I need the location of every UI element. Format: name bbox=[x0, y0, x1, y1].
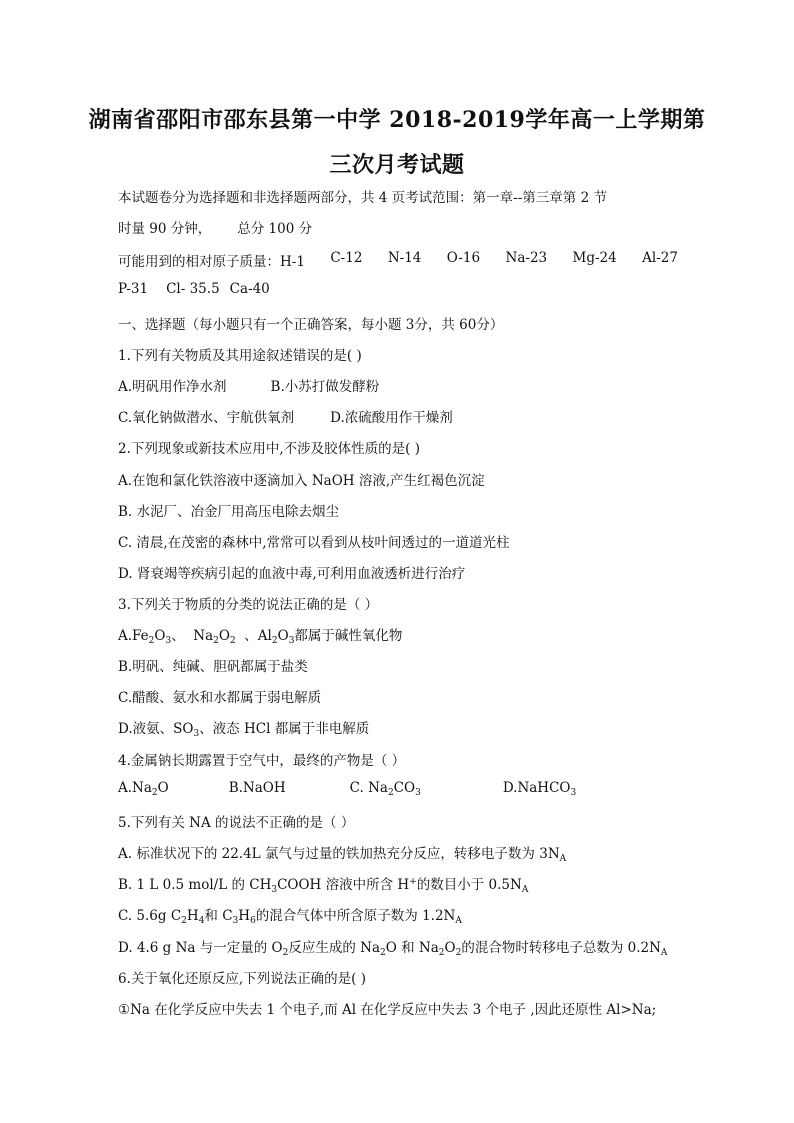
atomic-label: 可能用到的相对原子质量： bbox=[118, 254, 280, 270]
text: 的混合物时转移电子总数为 0.2N bbox=[461, 940, 661, 956]
option-a: A.明矾用作净水剂 bbox=[118, 379, 227, 395]
question-3-option-b: B.明矾、纯碱、胆矾都属于盐类 bbox=[118, 659, 308, 675]
text: D. 4.6 g Na 与一定量的 O bbox=[118, 940, 283, 956]
question-2-option-b: B. 水泥厂、冶金厂用高压电除去烟尘 bbox=[118, 504, 340, 520]
question-4-stem: 4.金属钠长期露置于空气中，最终的产物是（ ） bbox=[118, 753, 406, 769]
intro-time: 时量 90 分钟， bbox=[118, 221, 212, 237]
text: D.液氨、SO bbox=[118, 721, 194, 737]
text: A.Fe bbox=[118, 628, 149, 644]
option-c: C. $Na_2CO_3$ bbox=[349, 780, 421, 798]
question-5-option-a: A. 标准状况下的 22.4L 氯气与过量的铁加热充分反应，转移电子数为 $3N_A$ bbox=[118, 846, 567, 864]
question-5-option-b: B. 1 L 0.5 mol/L 的 $CH_3COOH$ 溶液中所含 H+的数目小于 $0.5N_A$ bbox=[118, 877, 529, 895]
question-1-stem: 1.下列有关物质及其用途叙述错误的是( ) bbox=[118, 348, 362, 364]
intro-time-total bbox=[118, 217, 312, 237]
question-5-stem: 5.下列有关 NA 的说法不正确的是（ ） bbox=[118, 815, 355, 831]
question-2-option-a: A.在饱和氯化铁溶液中逐滴加入 NaOH 溶液,产生红褐色沉淀 bbox=[118, 473, 485, 489]
option-a: $A.Na_2O$ bbox=[118, 780, 169, 798]
atomic-mass: Mg-24 bbox=[572, 250, 617, 266]
text: D.NaHCO bbox=[502, 780, 571, 796]
question-5-option-d: D. 4.6 g Na 与一定量的 $O_2$反应生成的 $Na_2O$ 和 $Na_2O_2$的混合物时转移电子总数为 $0.2N_A$ bbox=[118, 940, 668, 958]
atomic-masses-row2 bbox=[118, 281, 270, 297]
text: 的混合气体中所含原子数为 1.2N bbox=[255, 908, 456, 924]
document-title-line1: 湖南省邵阳市邵东县第一中学 2018-2019学年高一上学期第 bbox=[88, 107, 706, 133]
question-3-option-c: C.醋酸、氨水和水都属于弱电解质 bbox=[118, 690, 322, 706]
atomic-mass: Cl- 35.5 bbox=[166, 281, 220, 297]
atomic-mass: Ca-40 bbox=[229, 281, 270, 297]
question-3-stem: 3.下列关于物质的分类的说法正确的是（ ） bbox=[118, 597, 379, 613]
question-2-option-d: D. 肾衰竭等疾病引起的血液中毒,可利用血液透析进行治疗 bbox=[118, 566, 466, 582]
question-6-stem: 6.关于氧化还原反应,下列说法正确的是( ) bbox=[118, 971, 366, 987]
text: 、液态 HCl 都属于非电解质 bbox=[199, 721, 370, 737]
option-d: D.NaHCO$_3$ bbox=[502, 780, 577, 798]
text: B. 1 L 0.5 mol/L 的 CH bbox=[118, 877, 272, 893]
question-1-options-ab bbox=[118, 375, 379, 395]
question-1-options-cd bbox=[118, 406, 453, 426]
text: A.Na bbox=[118, 780, 152, 796]
text: A. 标准状况下的 22.4L 氯气与过量的铁加热充分反应，转移电子数为 3N bbox=[118, 846, 560, 862]
atomic-mass: P-31 bbox=[118, 281, 149, 297]
intro-total: 总分 100 分 bbox=[237, 221, 313, 237]
text: 反应生成的 Na bbox=[288, 940, 381, 956]
question-2-stem: 2.下列现象或新技术应用中,不涉及胶体性质的是( ) bbox=[118, 441, 420, 457]
atomic-mass: H-1 bbox=[280, 254, 305, 270]
option-b: B.NaOH bbox=[228, 780, 286, 796]
question-5-option-c: C. 5.6g $C_2H_4$和 $C_3H_6$的混合气体中所含原子数为 $1.2N_A$ bbox=[118, 908, 462, 926]
question-3-option-d: D.液氨、$SO_3$、液态 HCl 都属于非电解质 bbox=[118, 721, 370, 739]
question-3-option-a: $A.Fe_2O_3$、 $Na_2O_2$ 、$Al_2O_3$都属于碱性氧化物 bbox=[118, 628, 403, 646]
option-d: D.浓硫酸用作干燥剂 bbox=[330, 410, 453, 426]
atomic-mass: O-16 bbox=[446, 250, 481, 266]
option-b: B.小苏打做发酵粉 bbox=[270, 379, 380, 395]
text: 和 C bbox=[204, 908, 233, 924]
intro-scope: 本试题卷分为选择题和非选择题两部分，共 4 页考试范围：第一章--第三章第 2 节 bbox=[118, 190, 607, 206]
text: COOH 溶液中所含 H bbox=[277, 877, 410, 893]
question-6-statement-1: ①Na 在化学反应中失去 1 个电子,而 Al 在化学反应中失去 3 个电子 ,因此还原性 Al>Na; bbox=[118, 1002, 657, 1018]
text: 的数目小于 0.5N bbox=[416, 877, 522, 893]
atomic-mass: Al-27 bbox=[642, 250, 678, 266]
atomic-mass: N-14 bbox=[387, 250, 422, 266]
question-4-options bbox=[118, 780, 576, 796]
atomic-mass: C-12 bbox=[330, 250, 363, 266]
atomic-label-h bbox=[118, 250, 305, 270]
atomic-mass: Na-23 bbox=[505, 250, 548, 266]
option-c: C.氧化钠做潜水、宇航供氧剂 bbox=[118, 410, 295, 426]
text: O 和 Na bbox=[385, 940, 439, 956]
question-2-option-c: C. 清晨,在茂密的森林中,常常可以看到从枝叶间透过的一道道光柱 bbox=[118, 535, 510, 551]
text: C. 5.6g C bbox=[118, 908, 182, 924]
section-heading: 一、选择题（每小题只有一个正确答案，每小题 3分，共 60分） bbox=[118, 317, 504, 333]
document-title-line2: 三次月考试题 bbox=[329, 152, 465, 178]
text: C. Na bbox=[349, 780, 388, 796]
text: 都属于碱性氧化物 bbox=[294, 628, 403, 644]
atomic-masses-row1 bbox=[118, 250, 678, 270]
